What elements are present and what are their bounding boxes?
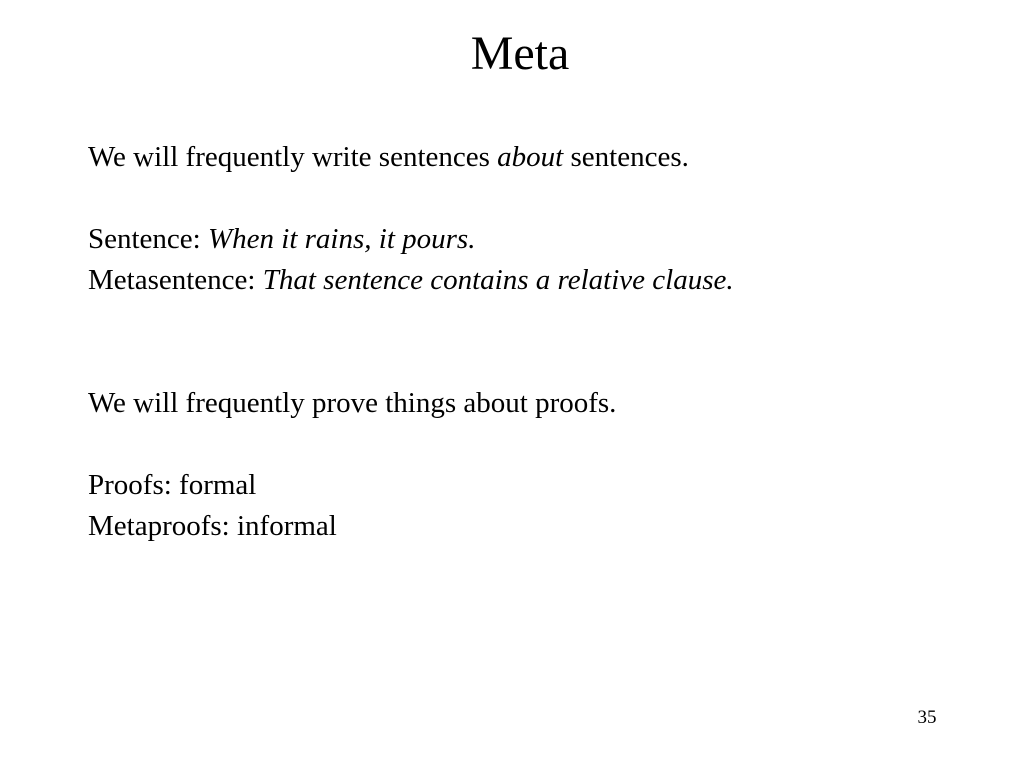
spacer	[88, 301, 988, 383]
spacer	[88, 424, 988, 465]
sentence-label: Sentence:	[88, 223, 208, 255]
intro-post: sentences.	[563, 141, 689, 173]
intro-emphasis: about	[497, 141, 564, 173]
metasentence-label: Metasentence:	[88, 264, 263, 296]
slide-title: Meta	[470, 27, 570, 80]
intro-proofs-line: We will frequently prove things about proofs.	[88, 387, 617, 419]
metasentence-line	[88, 260, 988, 301]
page-number: 35	[917, 707, 937, 728]
sentence-line	[88, 219, 988, 260]
slide-body	[88, 137, 988, 547]
intro-sentences-line	[88, 137, 988, 178]
sentence-example: When it rains, it pours.	[207, 223, 476, 255]
proofs-line: Proofs: formal	[88, 469, 257, 501]
metasentence-example: That sentence contains a relative clause.	[262, 264, 734, 296]
metaproofs-line: Metaproofs: informal	[88, 510, 337, 542]
intro-pre: We will frequently write sentences	[88, 141, 498, 173]
spacer	[88, 178, 988, 219]
